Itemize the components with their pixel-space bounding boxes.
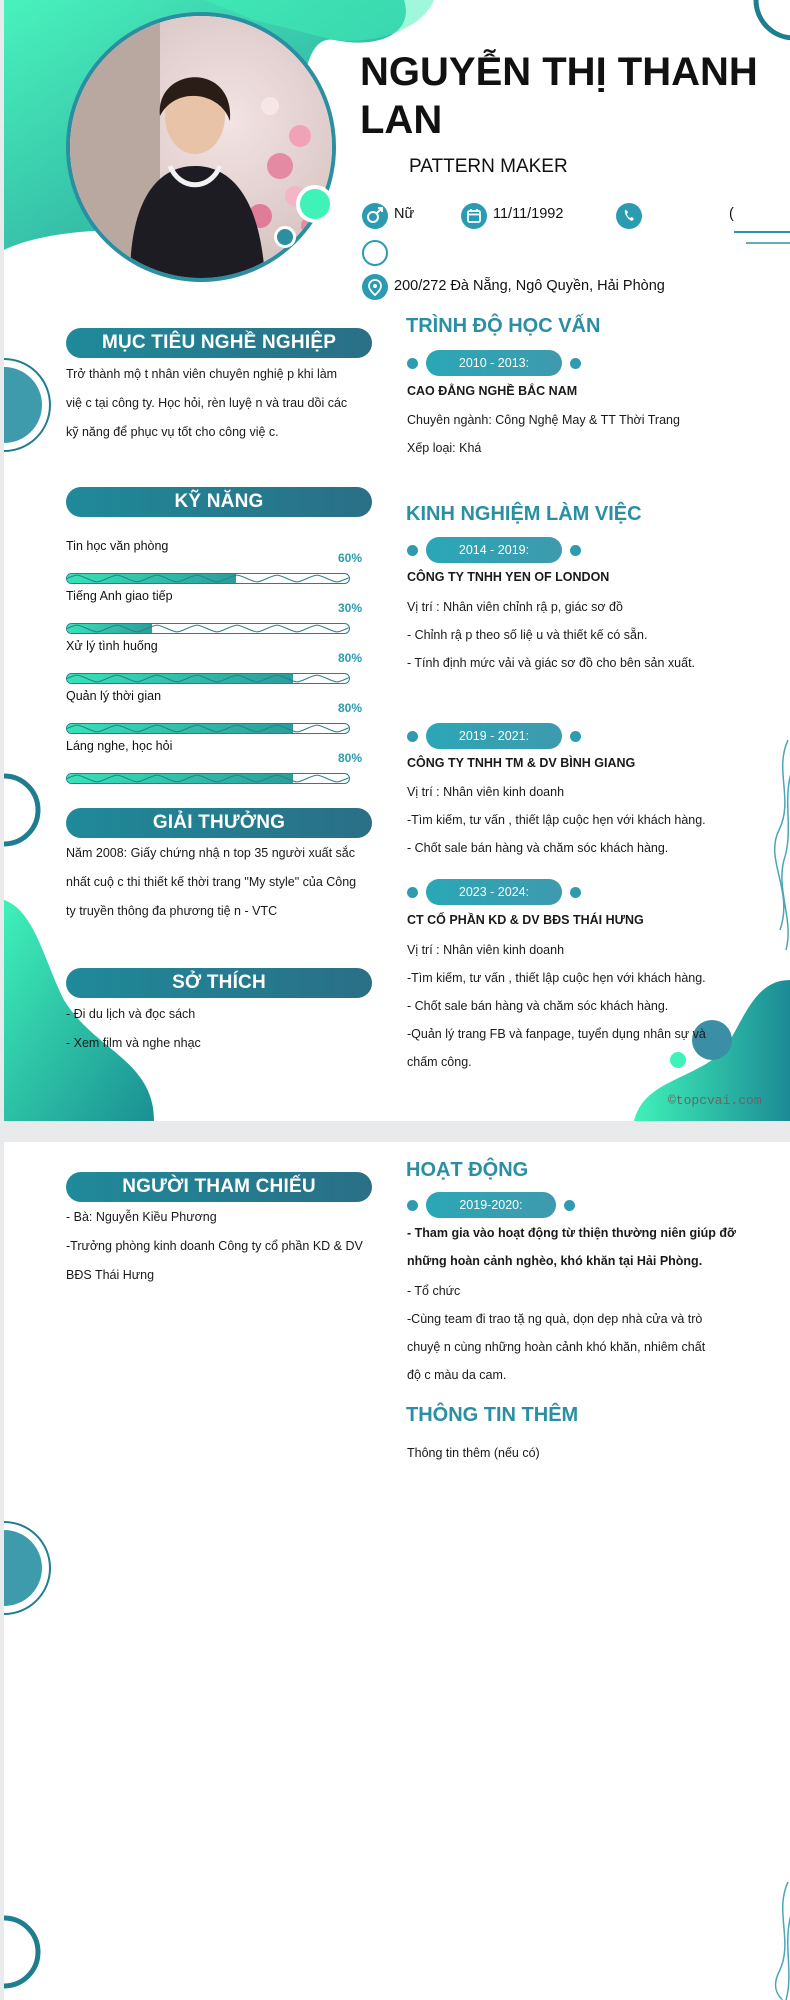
awards-heading: GIẢI THƯỞNG (66, 808, 372, 838)
skill-name: Xử lý tình huống (66, 639, 158, 653)
award-line: nhất cuộ c thi thiết kế thời trang "My style" của Công (66, 875, 357, 889)
activity-line: -Cùng team đi trao tặ ng quà, dọn dẹp nhà cửa và trò (407, 1312, 703, 1326)
skill-wave-decoration (67, 724, 349, 733)
hobby-item: - Đi du lịch và đọc sách (66, 1007, 196, 1021)
cv-page-2 (4, 1142, 790, 2000)
avatar-accent-dot-small (274, 226, 296, 248)
references-heading: NGƯỜI THAM CHIẾU (66, 1172, 372, 1202)
award-line: ty truyền thông đa phương tiệ n - VTC (66, 904, 278, 918)
job-date-pill: 2014 - 2019: (426, 537, 562, 563)
skill-name: Láng nghe, học hỏi (66, 739, 173, 753)
email-icon (362, 240, 388, 266)
education-heading: TRÌNH ĐỘ HỌC VẤN (406, 315, 601, 337)
skill-percent: 30% (337, 601, 362, 615)
objective-line: việ c tại công ty. Học hỏi, rèn luyệ n và trau dồi các (66, 396, 348, 410)
job-date-pill: 2023 - 2024: (426, 879, 562, 905)
phone-value: ( (729, 206, 734, 222)
education-date-pill: 2010 - 2013: (426, 350, 562, 376)
activity-line: - Tham gia vào hoạt động từ thiện thường niên giúp đỡ (407, 1226, 736, 1240)
gender-icon (362, 203, 388, 229)
hobbies-heading: SỞ THÍCH (66, 968, 372, 998)
activity-line: chuyệ n cùng những hoàn cảnh khó khăn, nhiêm chất (407, 1340, 706, 1354)
activity-line: những hoàn cảnh nghèo, khó khăn tại Hải Phòng. (407, 1254, 703, 1268)
objective-line: Trở thành mộ t nhân viên chuyên nghiệ p khi làm (66, 367, 338, 381)
job-line: - Chỉnh rậ p theo số liệ u và thiết kế có sẵn. (407, 628, 648, 642)
job-company: CT CỔ PHẦN KD & DV BĐS THÁI HƯNG (407, 913, 644, 927)
job-date-pill: 2019 - 2021: (426, 723, 562, 749)
avatar-accent-dot (296, 185, 334, 223)
job-line: - Tính định mức vải và giác sơ đồ cho bên sản xuất. (407, 656, 696, 670)
reference-line: - Bà: Nguyễn Kiều Phương (66, 1210, 217, 1224)
skill-percent: 80% (337, 701, 362, 715)
objective-heading: MỤC TIÊU NGHỀ NGHIỆP (66, 328, 372, 358)
skill-wave-decoration (67, 574, 349, 583)
gender-value: Nữ (394, 206, 415, 222)
reference-line: -Trưởng phòng kinh doanh Công ty cổ phần KD & DV (66, 1239, 363, 1253)
watermark: ©topcvai.com (668, 1093, 762, 1108)
job-line: - Chốt sale bán hàng và chăm sóc khách hàng. (407, 999, 669, 1013)
skill-name: Tin học văn phòng (66, 539, 169, 553)
extra-info-heading: THÔNG TIN THÊM (406, 1404, 579, 1426)
activity-line: - Tổ chức (407, 1284, 461, 1298)
award-line: Năm 2008: Giấy chứng nhậ n top 35 người xuất sắc (66, 846, 355, 860)
candidate-name-line-2: LAN (360, 98, 443, 142)
calendar-icon (461, 203, 487, 229)
skills-heading: KỸ NĂNG (66, 487, 372, 517)
education-school: CAO ĐẲNG NGHỀ BẮC NAM (407, 384, 578, 398)
activities-heading: HOẠT ĐỘNG (406, 1159, 529, 1181)
skill-name: Quản lý thời gian (66, 689, 162, 703)
job-line: Vị trí : Nhân viên kinh doanh (407, 785, 565, 799)
avatar (66, 12, 336, 282)
job-line: -Tìm kiếm, tư vấn , thiết lập cuộc hẹn với khách hàng. (407, 813, 706, 827)
extra-info-text: Thông tin thêm (nếu có) (407, 1446, 540, 1460)
objective-line: kỹ năng để phục vụ tốt cho công việ c. (66, 425, 279, 439)
activity-line: độ c màu da cam. (407, 1368, 507, 1382)
skill-progress-bar (66, 623, 350, 634)
address-value: 200/272 Đà Nẵng, Ngô Quyền, Hải Phòng (394, 278, 665, 294)
dob-value: 11/11/1992 (493, 206, 564, 222)
job-line: Vị trí : Nhân viên chỉnh rậ p, giác sơ đồ (407, 600, 623, 614)
reference-line: BĐS Thái Hưng (66, 1268, 155, 1282)
job-company: CÔNG TY TNHH YEN OF LONDON (407, 570, 610, 584)
job-line: Vị trí : Nhân viên kinh doanh (407, 943, 565, 957)
hobby-item: - Xem film và nghe nhạc (66, 1036, 201, 1050)
job-line: -Quản lý trang FB và fanpage, tuyển dụng nhân sự và (407, 1027, 706, 1041)
job-company: CÔNG TY TNHH TM & DV BÌNH GIANG (407, 756, 636, 770)
candidate-name-line-1: NGUYỄN THỊ THANH (360, 50, 758, 94)
skill-progress-bar (66, 573, 350, 584)
skill-wave-decoration (67, 674, 349, 683)
skill-name: Tiếng Anh giao tiếp (66, 589, 173, 603)
experience-heading: KINH NGHIỆM LÀM VIỆC (406, 503, 642, 525)
skill-percent: 60% (337, 551, 362, 565)
job-line: -Tìm kiếm, tư vấn , thiết lập cuộc hẹn với khách hàng. (407, 971, 706, 985)
skill-progress-bar (66, 673, 350, 684)
skill-percent: 80% (337, 651, 362, 665)
education-rank: Xếp loại: Khá (407, 441, 482, 455)
location-icon (362, 274, 388, 300)
skill-percent: 80% (337, 751, 362, 765)
cv-page-1 (4, 0, 790, 1121)
job-line: chấm công. (407, 1055, 472, 1069)
skill-progress-bar (66, 773, 350, 784)
job-title: PATTERN MAKER (409, 156, 568, 177)
skill-progress-bar (66, 723, 350, 734)
activity-date-pill: 2019-2020: (426, 1192, 556, 1218)
job-line: - Chốt sale bán hàng và chăm sóc khách hàng. (407, 841, 669, 855)
skill-wave-decoration (67, 774, 349, 783)
phone-icon (616, 203, 642, 229)
skill-wave-decoration (67, 624, 349, 633)
education-major: Chuyên ngành: Công Nghệ May & TT Thời Trang (407, 413, 680, 427)
